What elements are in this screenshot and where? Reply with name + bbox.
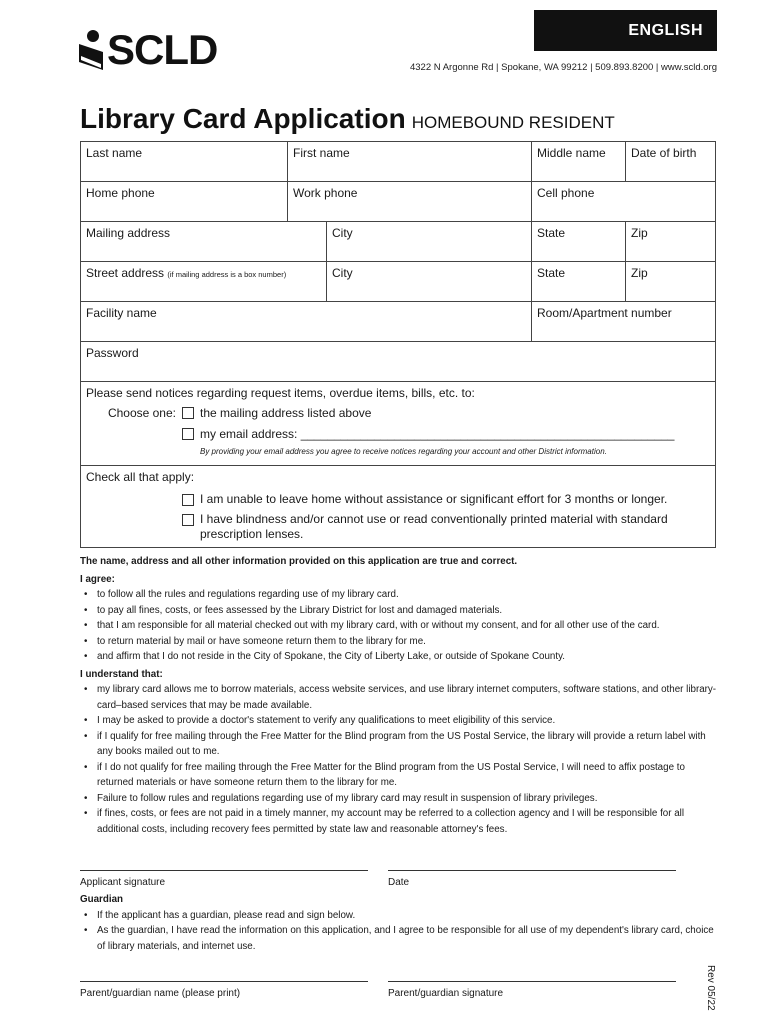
mailing-address-label: Mailing address xyxy=(86,226,171,240)
page-title: Library Card Application xyxy=(80,103,406,134)
notice-option-mailing xyxy=(86,406,710,420)
date-label: Date xyxy=(388,877,410,888)
first-name-label: First name xyxy=(293,146,350,160)
understand-list xyxy=(80,682,720,837)
last-name-label: Last name xyxy=(86,146,143,160)
list-item: • if I do not qualify for free mailing through the Free Matter for the Blind program from the US Postal Service, I will need to affix postage to returned materials or have someone return them to the library for me. xyxy=(84,760,720,791)
list-item: • to follow all the rules and regulations regarding use of my library card. xyxy=(84,587,720,603)
city-label: City xyxy=(332,226,353,240)
agree-heading: I agree: xyxy=(80,573,115,585)
list-item: • and affirm that I do not reside in the City of Spokane, the City of Liberty Lake, or outside of Spokane County. xyxy=(84,649,720,665)
guardian-name-label: Parent/guardian name (please print) xyxy=(80,988,241,999)
list-item: • that I am responsible for all material checked out with my library card, with or without my consent, and for all other use of the card. xyxy=(84,618,720,634)
street-city-field[interactable] xyxy=(327,262,532,301)
applicant-signature-label: Applicant signature xyxy=(80,877,166,888)
notices-row xyxy=(81,382,715,466)
password-label: Password xyxy=(86,346,139,360)
street-address-field[interactable] xyxy=(81,262,327,301)
password-field[interactable] xyxy=(81,342,715,381)
guardian-name-line[interactable] xyxy=(80,981,368,999)
list-item: • if I qualify for free mailing through the Free Matter for the Blind program from the US Postal Service, the library will provide a return label with any books mailed out to me. xyxy=(84,729,720,760)
list-item: • As the guardian, I have read the information on this application, and I agree to be responsible for all use of my dependent's library card, choice of library materials, and internet use. xyxy=(84,923,720,954)
email-note: By providing your email address you agree to receive notices regarding your account and other District information. xyxy=(200,447,607,456)
first-name-field[interactable] xyxy=(288,142,532,181)
cell-phone-label: Cell phone xyxy=(537,186,595,200)
work-phone-field[interactable] xyxy=(288,182,532,221)
phone-row xyxy=(81,182,715,222)
cell-phone-field[interactable] xyxy=(532,182,715,221)
middle-name-label: Middle name xyxy=(537,146,606,160)
state-label: State xyxy=(537,266,566,280)
guardian-list xyxy=(80,908,720,955)
email-address-checkbox[interactable] xyxy=(182,428,194,440)
mailing-zip-field[interactable] xyxy=(626,222,715,261)
list-item: • to pay all fines, costs, or fees assessed by the Library District for lost and damaged materials. xyxy=(84,603,720,619)
application-form xyxy=(80,141,716,548)
facility-row xyxy=(81,302,715,342)
list-item: • I may be asked to provide a doctor's statement to verify any qualifications to meet eligibility of this service. xyxy=(84,713,720,729)
last-name-field[interactable] xyxy=(81,142,288,181)
page-subtitle: HOMEBOUND RESIDENT xyxy=(411,113,615,132)
mailing-address-field[interactable] xyxy=(81,222,327,261)
mailing-city-field[interactable] xyxy=(327,222,532,261)
name-row xyxy=(81,142,715,182)
apply-1-label: I am unable to leave home without assistance or significant effort for 3 months or longer. xyxy=(200,492,668,506)
zip-label: Zip xyxy=(631,226,648,240)
apply-option-1 xyxy=(86,492,710,506)
middle-name-field[interactable] xyxy=(532,142,626,181)
facility-name-label: Facility name xyxy=(86,306,157,320)
facility-name-field[interactable] xyxy=(81,302,532,341)
street-address-note: (if mailing address is a box number) xyxy=(167,270,287,279)
street-state-field[interactable] xyxy=(532,262,626,301)
notices-prompt: Please send notices regarding request items, overdue items, bills, etc. to: xyxy=(86,386,475,400)
mailing-address-checkbox[interactable] xyxy=(182,407,194,419)
home-phone-label: Home phone xyxy=(86,186,155,200)
street-address-label: Street address xyxy=(86,266,165,280)
zip-label: Zip xyxy=(631,266,648,280)
agree-list xyxy=(80,587,720,665)
choose-one-label: Choose one: xyxy=(107,406,176,420)
mailing-address-row xyxy=(81,222,715,262)
check-all-label: Check all that apply: xyxy=(86,470,195,484)
applicant-signature-line[interactable] xyxy=(80,870,368,888)
scld-logo xyxy=(79,28,217,72)
guardian-heading: Guardian xyxy=(80,894,124,905)
notice-option-email xyxy=(86,427,710,441)
logo-text: SCLD xyxy=(107,26,218,73)
home-phone-field[interactable] xyxy=(81,182,288,221)
list-item: • to return material by mail or have someone return them to the library for me. xyxy=(84,634,720,650)
title-row xyxy=(80,103,615,135)
book-reader-icon xyxy=(79,28,103,72)
list-item: • if fines, costs, or fees are not paid in a timely manner, my account may be referred to a collection agency and I will be responsible for all additional costs, including recovery fees permitted by state law and reasonable attorney's fees. xyxy=(84,806,720,837)
street-address-row xyxy=(81,262,715,302)
address-line: 4322 N Argonne Rd | Spokane, WA 99212 | 509.893.8200 | www.scld.org xyxy=(409,62,717,73)
email-option-label[interactable]: my email address: ________________________________________________________ xyxy=(200,427,675,441)
list-item: • my library card allows me to borrow materials, access website services, and use library internet computers, software stations, and other library-card–based services that may be made available. xyxy=(84,682,720,713)
state-label: State xyxy=(537,226,566,240)
language-badge[interactable]: ENGLISH xyxy=(534,10,717,51)
room-number-field[interactable] xyxy=(532,302,715,341)
password-row xyxy=(81,342,715,382)
street-zip-field[interactable] xyxy=(626,262,715,301)
notices-section xyxy=(81,382,715,465)
guardian-signature-line[interactable] xyxy=(388,981,676,999)
mailing-state-field[interactable] xyxy=(532,222,626,261)
true-statement: The name, address and all other information provided on this application are true and correct. xyxy=(80,556,518,567)
revision-label: Rev 05/22 xyxy=(705,965,716,1011)
understand-heading: I understand that: xyxy=(80,668,163,680)
work-phone-label: Work phone xyxy=(293,186,358,200)
list-item: • Failure to follow rules and regulations regarding use of my library card may result in suspension of library privileges. xyxy=(84,791,720,807)
guardian-section xyxy=(80,892,720,954)
terms-section xyxy=(80,554,720,837)
homebound-checkbox[interactable] xyxy=(182,494,194,506)
apply-row xyxy=(81,466,715,547)
date-line[interactable] xyxy=(388,870,676,888)
guardian-signature-label: Parent/guardian signature xyxy=(388,988,504,999)
list-item: • If the applicant has a guardian, please read and sign below. xyxy=(84,908,720,924)
mailing-option-label: the mailing address listed above xyxy=(200,406,372,420)
apply-option-2 xyxy=(86,512,710,542)
check-all-section xyxy=(81,466,715,547)
city-label: City xyxy=(332,266,353,280)
date-of-birth-label: Date of birth xyxy=(631,146,697,160)
date-of-birth-field[interactable] xyxy=(626,142,715,181)
apply-2-label: I have blindness and/or cannot use or read conventionally printed material with standard prescription lenses. xyxy=(200,512,668,541)
blindness-checkbox[interactable] xyxy=(182,514,194,526)
room-number-label: Room/Apartment number xyxy=(537,306,672,320)
